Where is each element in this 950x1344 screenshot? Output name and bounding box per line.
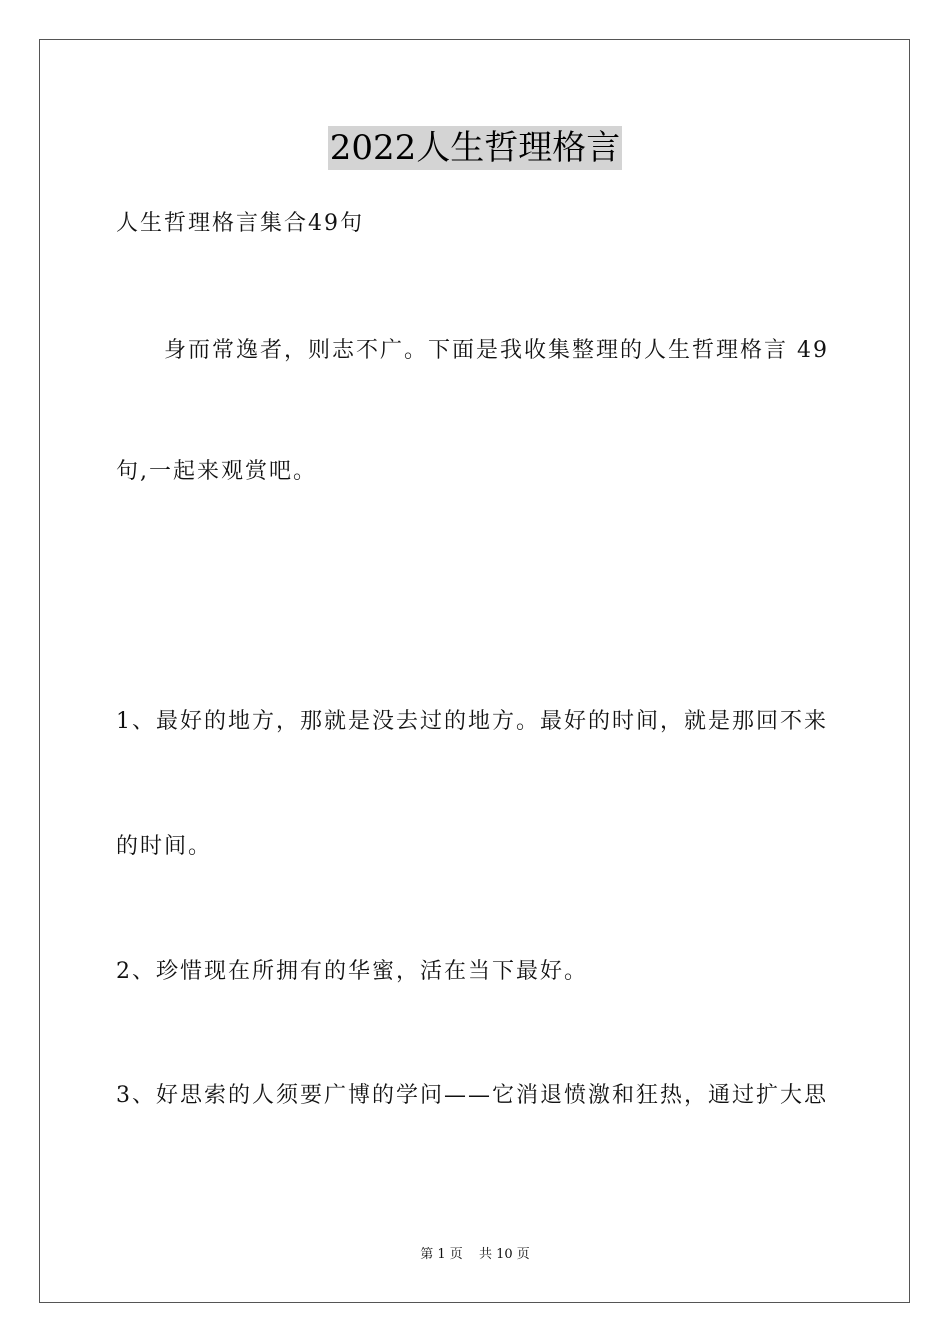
page-footer [0,1246,950,1264]
document-title: 2022人生哲理格言 [329,128,621,168]
title-container [0,126,950,170]
page-total: 共 10 页 [478,1247,530,1262]
quote-3-line-1: 3、好思索的人须要广博的学问——它消退愤激和狂热，通过扩大思 [116,1083,828,1108]
quote-2: 2、珍惜现在所拥有的华蜜，活在当下最好。 [116,959,588,984]
quote-1-line-2: 的时间。 [116,834,213,859]
quote-1-line-1: 1、最好的地方，那就是没去过的地方。最好的时间，就是那回不来 [116,709,828,734]
intro-paragraph-line-2: 句,一起来观赏吧。 [116,459,317,484]
page-number: 第 1 页 [420,1247,463,1262]
document-subtitle: 人生哲理格言集合49句 [116,211,364,236]
intro-paragraph-line-1: 身而常逸者，则志不广。下面是我收集整理的人生哲理格言 49 [164,338,829,363]
